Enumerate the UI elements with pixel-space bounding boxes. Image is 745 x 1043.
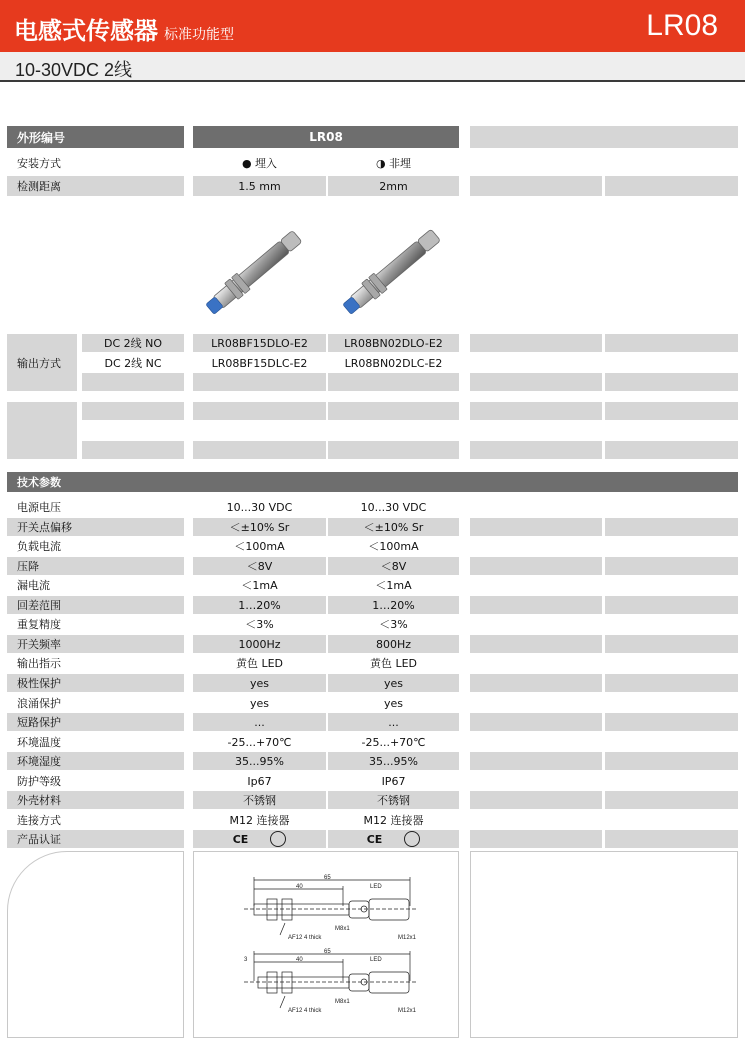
page-title: 电感式传感器 标准功能型	[14, 17, 234, 45]
param-value-2: ＜±10% Sr	[328, 518, 459, 536]
empty-cell	[470, 674, 602, 692]
param-value-2: ＜100mA	[368, 540, 419, 553]
af-label: AF12 4 thick	[288, 1008, 322, 1014]
sensor-image-flush	[195, 222, 325, 314]
param-value-1: yes	[193, 674, 326, 692]
thread-label: M8x1	[335, 999, 350, 1005]
empty-cell	[470, 373, 602, 391]
param-label: 短路保护	[7, 713, 184, 731]
empty-cell	[470, 596, 602, 614]
dimension-drawing	[240, 873, 420, 1023]
ul-certification-icon	[270, 831, 286, 847]
thread-label: M8x1	[335, 926, 350, 932]
param-label: 防护等级	[17, 775, 61, 788]
param-label: 输出指示	[17, 657, 61, 670]
param-label: 连接方式	[17, 814, 61, 827]
param-label: 回差范围	[7, 596, 184, 614]
param-label: 开关频率	[7, 635, 184, 653]
dim-thread-label: 40	[296, 884, 303, 890]
empty-cell	[328, 373, 459, 391]
param-label: 产品认证	[7, 830, 184, 848]
param-label: 浪涌保护	[17, 697, 61, 710]
connector-label: M12x1	[398, 935, 417, 941]
flush-icon: ●	[241, 156, 252, 170]
param-value-2: 黄色 LED	[369, 657, 418, 670]
dim-thread-label: 40	[296, 957, 303, 963]
output-type-nc: DC 2线 NC	[104, 357, 162, 370]
led-label: LED	[370, 884, 382, 890]
model-code: LR08BN02DLC-E2	[344, 356, 443, 370]
param-label: 重复精度	[17, 618, 61, 631]
param-value-1: 35...95%	[193, 752, 326, 770]
blank-panel	[470, 851, 738, 1038]
param-value-2: yes	[328, 674, 459, 692]
param-value-1: ＜3%	[245, 618, 274, 631]
empty-cell	[470, 713, 602, 731]
empty-cell	[193, 402, 326, 420]
page-subtitle: 标准功能型	[164, 27, 234, 43]
param-value-1: M12 连接器	[229, 814, 290, 827]
empty-cell	[605, 334, 738, 352]
empty-cell	[470, 830, 602, 848]
empty-cell	[605, 441, 738, 459]
param-label: 外壳材料	[7, 791, 184, 809]
empty-cell	[470, 176, 602, 196]
dim-total-label: 65	[324, 875, 331, 881]
sensor-image-nonflush	[332, 222, 462, 314]
empty-cell	[470, 518, 602, 536]
param-value-2: -25...+70℃	[361, 735, 426, 749]
voltage-label: 10-30VDC 2线	[15, 60, 133, 80]
shape-model: LR08	[193, 126, 459, 148]
param-value-1: Ip67	[247, 774, 272, 788]
empty-cell	[193, 441, 326, 459]
param-value-1: yes	[249, 696, 269, 710]
model-code: LR08BN02DLO-E2	[328, 334, 459, 352]
empty-cell	[470, 791, 602, 809]
param-value-1: ＜8V	[193, 557, 326, 575]
param-value-2: yes	[383, 696, 403, 710]
empty-cell	[470, 635, 602, 653]
empty-cell	[470, 334, 602, 352]
empty-cell	[605, 518, 738, 536]
empty-cell	[605, 830, 738, 848]
param-value-2	[328, 830, 459, 848]
param-value-2: M12 连接器	[363, 814, 424, 827]
param-value-2: 不锈钢	[328, 791, 459, 809]
param-value-2: ...	[328, 713, 459, 731]
distance-value-1: 1.5 mm	[193, 176, 326, 196]
model-name: LR08	[646, 9, 718, 42]
empty-cell	[605, 674, 738, 692]
param-value-1: 1…20%	[193, 596, 326, 614]
ce-mark-icon: CE	[366, 832, 383, 846]
mounting-label: 安装方式	[17, 157, 61, 170]
param-value-1: ＜1mA	[241, 579, 278, 592]
param-label: 环境温度	[17, 736, 61, 749]
empty-cell	[470, 441, 602, 459]
param-value-1	[193, 830, 326, 848]
ul-certification-icon	[404, 831, 420, 847]
empty-cell	[193, 373, 326, 391]
param-value-2: 800Hz	[328, 635, 459, 653]
empty-cell	[470, 402, 602, 420]
empty-cell	[605, 752, 738, 770]
offset-label: 3	[244, 957, 248, 963]
param-label: 开关点偏移	[7, 518, 184, 536]
param-value-1: ＜100mA	[234, 540, 285, 553]
param-value-2: ＜3%	[379, 618, 408, 631]
blank-panel	[7, 851, 184, 1038]
empty-cell	[82, 402, 184, 420]
empty-cell	[605, 402, 738, 420]
mounting-flush: ● 埋入	[241, 156, 278, 170]
empty-cell	[605, 373, 738, 391]
param-value-2: ＜1mA	[375, 579, 412, 592]
param-value-2: ＜8V	[328, 557, 459, 575]
model-code: LR08BF15DLC-E2	[211, 356, 308, 370]
param-value-1: 黄色 LED	[235, 657, 284, 670]
empty-cell	[605, 635, 738, 653]
param-value-2: IP67	[381, 774, 406, 788]
param-value-1: -25...+70℃	[227, 735, 292, 749]
tech-title: 技术参数	[7, 472, 738, 492]
empty-cell	[470, 557, 602, 575]
empty-cell	[605, 557, 738, 575]
distance-label: 检测距离	[7, 176, 184, 196]
param-value-1: ＜±10% Sr	[193, 518, 326, 536]
param-value-1: ...	[193, 713, 326, 731]
empty-cell	[470, 752, 602, 770]
af-label: AF12 4 thick	[288, 935, 322, 941]
led-label: LED	[370, 957, 382, 963]
empty-cell	[605, 596, 738, 614]
param-value-2: 10...30 VDC	[360, 500, 427, 514]
output-type-no: DC 2线 NO	[82, 334, 184, 352]
empty-cell	[328, 402, 459, 420]
empty-cell	[605, 713, 738, 731]
dim-total-label: 65	[324, 949, 331, 955]
empty-cell	[7, 402, 77, 459]
param-value-1: 1000Hz	[193, 635, 326, 653]
distance-value-2: 2mm	[328, 176, 459, 196]
param-label: 漏电流	[17, 579, 50, 592]
empty-cell	[470, 126, 738, 148]
empty-cell	[82, 441, 184, 459]
shape-label: 外形编号	[7, 126, 184, 148]
param-label: 负载电流	[17, 540, 61, 553]
connector-label: M12x1	[398, 1008, 417, 1014]
param-label: 极性保护	[7, 674, 184, 692]
mounting-nonflush: ◑ 非埋	[375, 156, 412, 170]
nonflush-icon: ◑	[375, 156, 386, 170]
param-label: 压降	[7, 557, 184, 575]
empty-cell	[328, 441, 459, 459]
param-value-2: 35...95%	[328, 752, 459, 770]
empty-cell	[605, 791, 738, 809]
model-code: LR08BF15DLO-E2	[193, 334, 326, 352]
param-value-1: 不锈钢	[193, 791, 326, 809]
empty-cell	[82, 373, 184, 391]
param-value-2: 1…20%	[328, 596, 459, 614]
ce-mark-icon: CE	[232, 832, 249, 846]
output-label: 输出方式	[7, 334, 77, 391]
param-label: 电源电压	[17, 501, 61, 514]
param-value-1: 10...30 VDC	[226, 500, 293, 514]
empty-cell	[605, 176, 738, 196]
param-label: 环境湿度	[7, 752, 184, 770]
